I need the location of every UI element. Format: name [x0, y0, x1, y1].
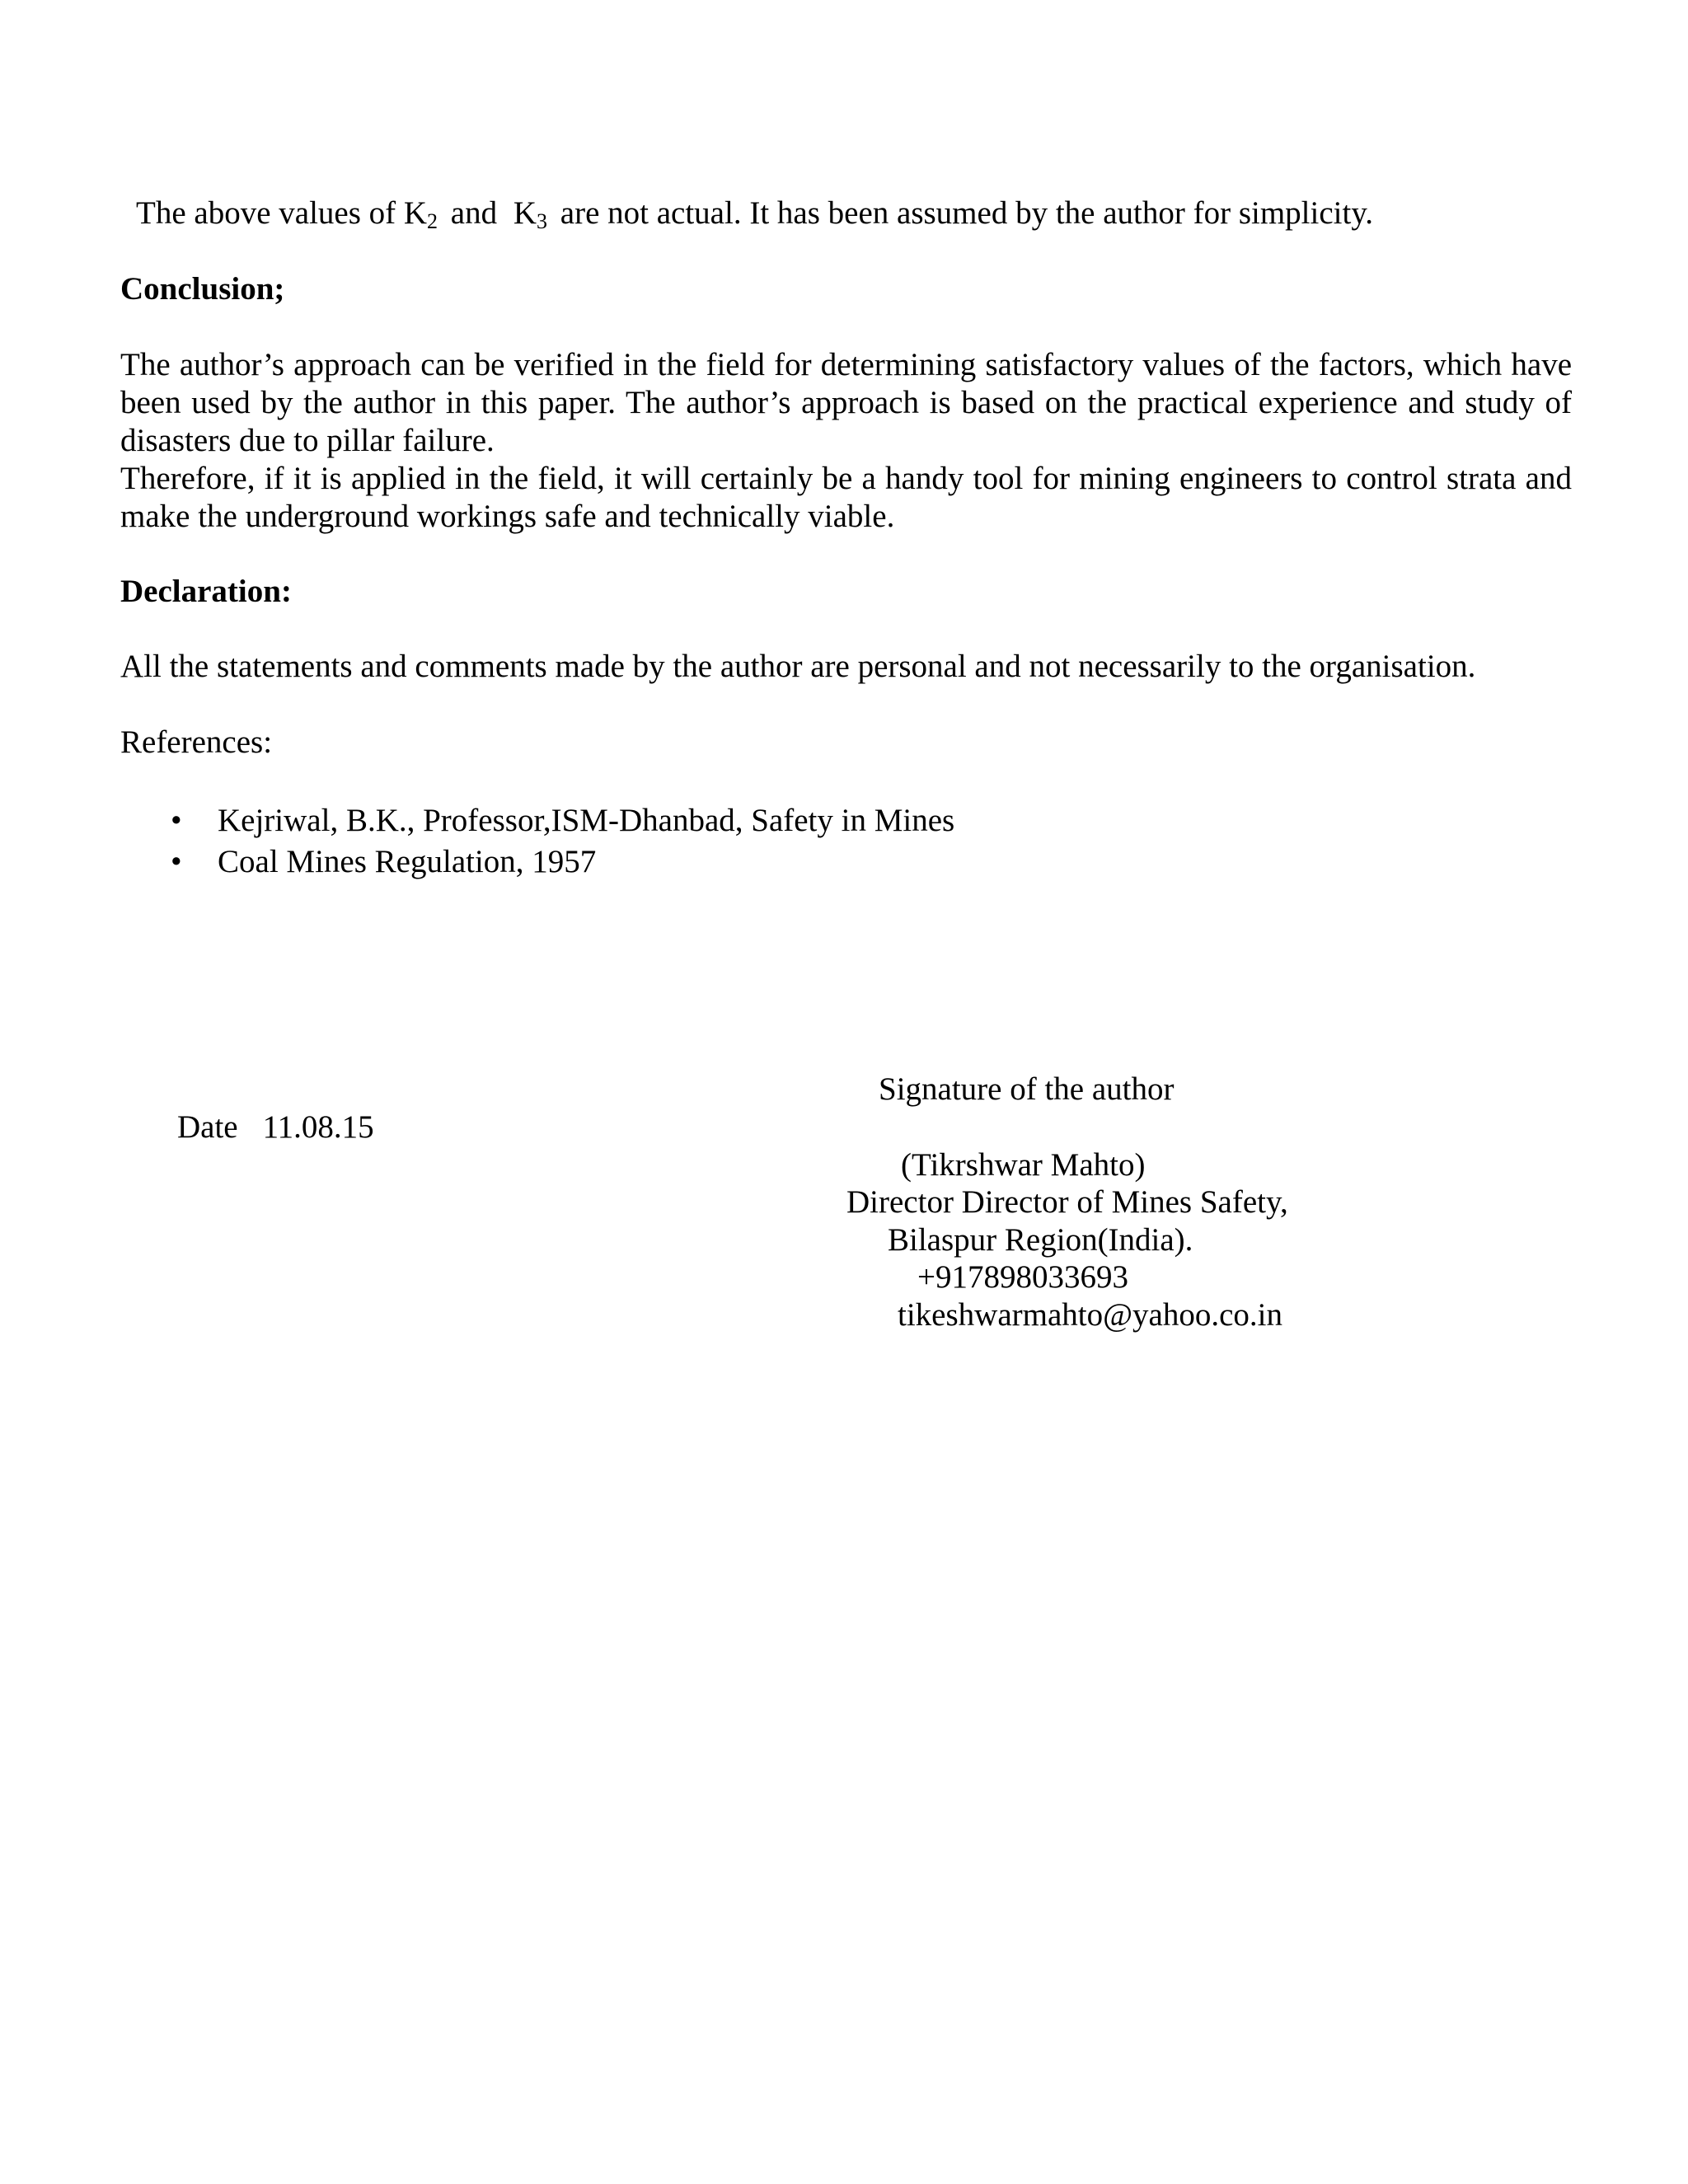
conclusion-paragraph-1: The author’s approach can be verified in the field for determining satisfactory values of the factors, which have been used by the author in this paper. The author’s approach is based on the practical experience and study of disasters due to pillar failure. [120, 347, 1572, 458]
date-value: 11.08.15 [262, 1109, 374, 1145]
intro-text-4: are not actual. It has been assumed by the author for simplicity. [552, 195, 1374, 231]
signature-label: Signature of the author [879, 1071, 1175, 1107]
author-name: (Tikrshwar Mahto) [901, 1147, 1146, 1183]
reference-text: Coal Mines Regulation, 1957 [218, 844, 597, 879]
date-line [177, 1108, 374, 1146]
references-heading: References: [120, 724, 273, 760]
author-region: Bilaspur Region(India). [888, 1222, 1193, 1258]
bullet-icon: • [171, 803, 182, 838]
bullet-icon: • [171, 844, 182, 879]
author-designation: Director Director of Mines Safety, [846, 1184, 1288, 1220]
declaration-heading: Declaration: [120, 574, 292, 609]
reference-text: Kejriwal, B.K., Professor,ISM-Dhanbad, Safety in Mines [218, 803, 955, 838]
author-phone: +917898033693 [917, 1259, 1128, 1295]
subscript-3: 3 [537, 209, 548, 233]
references-list [120, 802, 954, 884]
list-item [120, 843, 954, 884]
date-label: Date [177, 1109, 238, 1145]
intro-text-1: The above values of K [136, 195, 428, 231]
conclusion-body [120, 346, 1572, 536]
declaration-text: All the statements and comments made by the author are personal and not necessarily to the organisation. [120, 649, 1476, 684]
intro-text-2: and [443, 195, 505, 231]
list-item [120, 802, 954, 843]
author-email: tikeshwarmahto@yahoo.co.in [898, 1297, 1282, 1333]
conclusion-heading: Conclusion; [120, 271, 285, 307]
subscript-2: 2 [427, 209, 438, 233]
intro-text-3: K [513, 195, 537, 231]
intro-sentence [136, 194, 1373, 232]
conclusion-paragraph-2: Therefore, if it is applied in the field, it will certainly be a handy tool for mining engineers to control strata and make the underground workings safe and technically viable. [120, 461, 1572, 534]
